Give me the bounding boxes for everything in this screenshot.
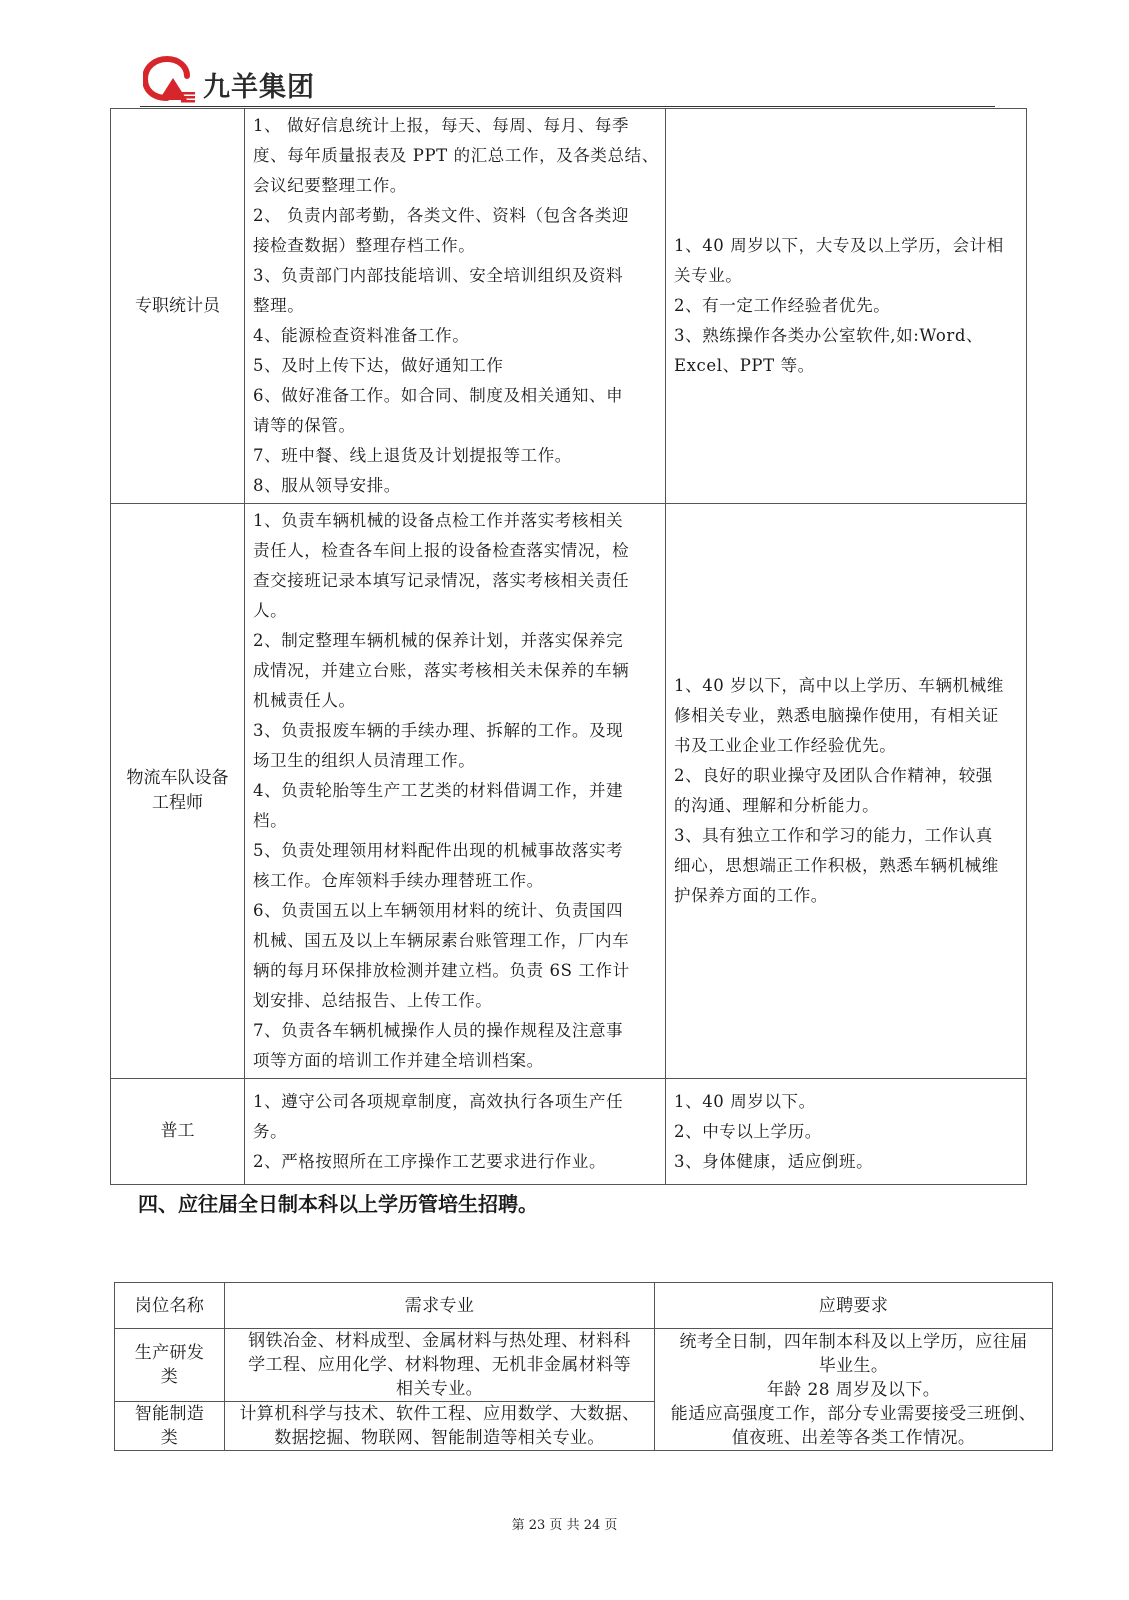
application-requirements [655,1329,1053,1451]
text-line: 场卫生的组织人员清理工作。 [253,751,476,770]
text-line: 辆的每月环保排放检测并建立档。负责 6S 工作计 [253,961,630,980]
text-line: 接检查数据）整理存档工作。 [253,236,476,255]
text-line: 护保养方面的工作。 [674,886,828,905]
position-title: 物流车队设备 工程师 [111,504,245,1079]
text-line: 3、负责报废车辆的手续办理、拆解的工作。及现 [253,721,624,740]
company-logo [143,54,343,106]
text-line: 1、40 周岁以下，大专及以上学历，会计相 [674,236,1004,255]
text-line: 年龄 28 周岁及以下。 [766,1379,941,1400]
text-line: 数据挖掘、物联网、智能制造等相关专业。 [274,1428,605,1448]
text-line: 的沟通、理解和分析能力。 [674,796,880,815]
page-number: 第 23 页 共 24 页 [511,1518,618,1533]
required-majors [225,1402,655,1451]
text-line: 能适应高强度工作，部分专业需要接受三班倒、 [670,1403,1037,1424]
text-line: 4、能源检查资料准备工作。 [253,326,470,345]
section-heading: 四、应往届全日制本科以上学历管培生招聘。 [138,1192,538,1216]
text-line: 会议纪要整理工作。 [253,176,407,195]
text-line: 务。 [253,1121,288,1141]
text-line: 6、做好准备工作。如合同、制度及相关通知、申 [253,386,624,405]
required-majors [225,1329,655,1402]
text-line: 核工作。仓库领料手续办理替班工作。 [253,871,544,890]
header-divider [140,106,995,107]
requirements-list [666,669,1026,913]
duties-list [245,1085,665,1179]
text-line: 2、制定整理车辆机械的保养计划，并落实保养完 [253,631,624,650]
text-line: 统考全日制，四年制本科及以上学历，应往届 [679,1331,1028,1352]
text-line: 1、负责车辆机械的设备点检工作并落实考核相关 [253,511,624,530]
position-title: 专职统计员 [111,109,245,504]
table-row [115,1329,1053,1402]
text-line: 1、40 岁以下，高中以上学历、车辆机械维 [674,676,1004,695]
text-line: 钢铁冶金、材料成型、金属材料与热处理、材料科 [248,1331,631,1351]
text-line: 人。 [253,601,288,620]
column-header: 应聘要求 [655,1283,1053,1329]
text-line: 7、负责各车辆机械操作人员的操作规程及注意事 [253,1021,624,1040]
text-line: 3、具有独立工作和学习的能力，工作认真 [674,826,993,845]
text-line: 机械、国五及以上车辆尿素台账管理工作，厂内车 [253,931,630,950]
text-line: 项等方面的培训工作并建全培训档案。 [253,1051,544,1070]
requirements-list [666,229,1026,383]
text-line: 1、 做好信息统计上报，每天、每周、每月、每季 [253,116,630,135]
text-line: 5、及时上传下达，做好通知工作 [253,356,504,375]
text-line: 2、中专以上学历。 [674,1121,822,1141]
text-line: 责任人，检查各车间上报的设备检查落实情况，检 [253,541,630,560]
brand-name: 九羊集团 [203,72,315,103]
text-line: 3、身体健康，适应倒班。 [674,1151,874,1171]
text-line: 查交接班记录本填写记录情况，落实考核相关责任 [253,571,630,590]
positions-table [110,108,1027,1185]
text-line: 1、遵守公司各项规章制度，高效执行各项生产任 [253,1091,624,1111]
text-line: 计算机科学与技术、软件工程、应用数学、大数据、 [239,1404,640,1424]
text-line: 3、负责部门内部技能培训、安全培训组织及资料 [253,266,624,285]
text-line: 划安排、总结报告、上传工作。 [253,991,493,1010]
text-line: 学工程、应用化学、材料物理、无机非金属材料等 [248,1355,631,1375]
column-header: 需求专业 [225,1283,655,1329]
text-line: 2、严格按照所在工序操作工艺要求进行作业。 [253,1151,607,1171]
text-line: 1、40 周岁以下。 [674,1091,816,1111]
text-line: 请等的保管。 [253,416,356,435]
text-line: Excel、PPT 等。 [674,356,815,375]
text-line: 整理。 [253,296,305,315]
text-line: 关专业。 [674,266,743,285]
text-line: 2、 负责内部考勤，各类文件、资料（包含各类迎 [253,206,630,225]
position-title: 普工 [111,1079,245,1185]
text-line: 细心，思想端正工作积极，熟悉车辆机械维 [674,856,999,875]
trainee-table [114,1282,1053,1451]
text-line: 相关专业。 [396,1379,483,1399]
text-line: 7、班中餐、线上退货及计划提报等工作。 [253,446,572,465]
text-line: 值夜班、出差等各类工作情况。 [731,1427,976,1448]
text-line: 机械责任人。 [253,691,356,710]
text-line: 书及工业企业工作经验优先。 [674,736,897,755]
table-row [111,1079,1027,1185]
duties-list [245,504,665,1078]
text-line: 修相关专业，熟悉电脑操作使用，有相关证 [674,706,999,725]
text-line: 3、熟练操作各类办公室软件,如:Word、 [674,326,984,345]
text-line: 2、有一定工作经验者优先。 [674,296,891,315]
text-line: 毕业生。 [818,1355,889,1376]
position-category: 智能制造 类 [115,1402,225,1451]
table-row [111,504,1027,1079]
text-line: 度、每年质量报表及 PPT 的汇总工作，及各类总结、 [253,146,659,165]
text-line: 8、服从领导安排。 [253,476,401,495]
duties-list [245,109,665,503]
position-category: 生产研发 类 [115,1329,225,1402]
text-line: 4、负责轮胎等生产工艺类的材料借调工作，并建 [253,781,624,800]
text-line: 6、负责国五以上车辆领用材料的统计、负责国四 [253,901,624,920]
text-line: 成情况，并建立台账，落实考核相关未保养的车辆 [253,661,630,680]
requirements-list [666,1085,1026,1179]
text-line: 2、良好的职业操守及团队合作精神，较强 [674,766,993,785]
text-line: 5、负责处理领用材料配件出现的机械事故落实考 [253,841,624,860]
table-row [111,109,1027,504]
jiuyang-logo-icon [143,54,201,106]
text-line: 档。 [253,811,288,830]
table-header-row [115,1283,1053,1329]
column-header: 岗位名称 [115,1283,225,1329]
